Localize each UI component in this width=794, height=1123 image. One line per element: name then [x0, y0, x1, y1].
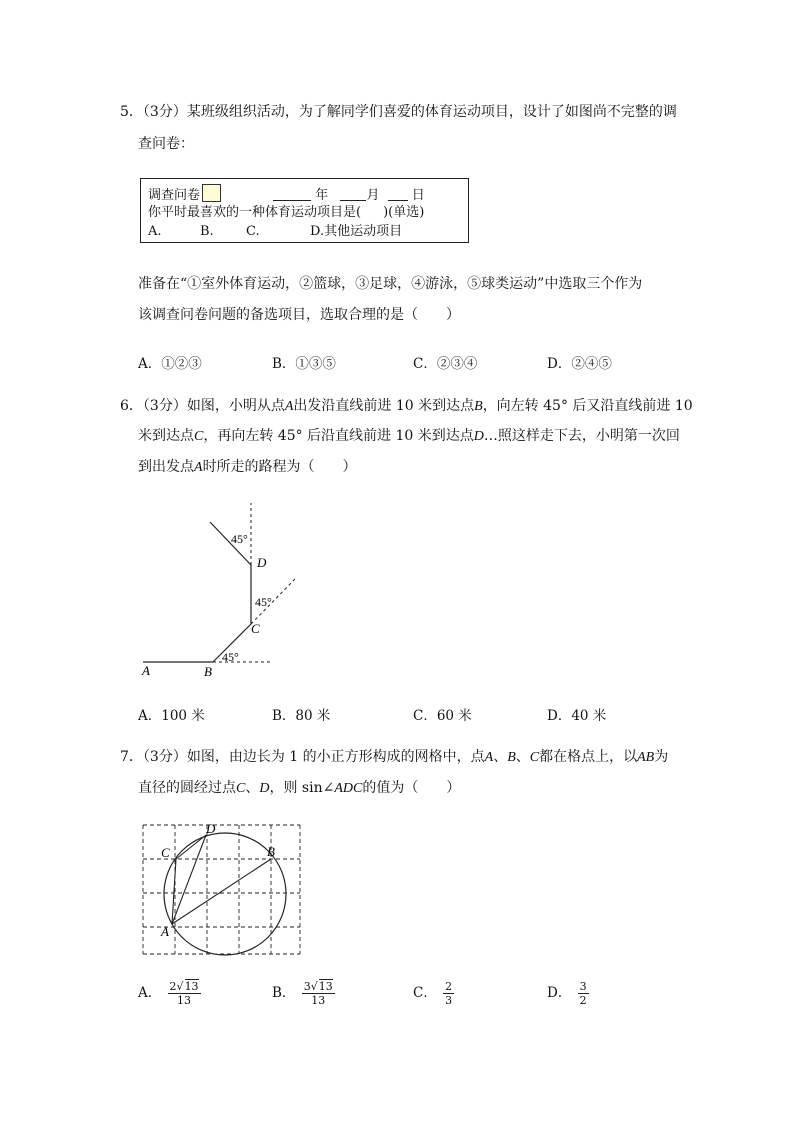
angle-adc-label: ADC: [334, 781, 363, 796]
survey-choice-a: A.: [148, 224, 162, 239]
month-label: 月: [366, 188, 380, 203]
survey-question-end: )(单选): [383, 205, 425, 220]
figure-label-d: D: [257, 555, 267, 570]
q6-text: ，再向左转 45° 后沿直线前进 10 米到达点: [203, 428, 474, 444]
point-d-label: D: [259, 781, 270, 796]
figure-label-a: A: [142, 663, 150, 678]
q7-text: 的值为（ ）: [362, 780, 461, 796]
q6-stem-line1: [120, 391, 693, 422]
angle-label-bottom: 45°: [222, 650, 239, 664]
survey-form-box: [140, 178, 469, 243]
q6-text: 时所走的路程为（ ）: [202, 459, 357, 475]
figure-label-d: D: [206, 821, 216, 836]
survey-question-line: [148, 203, 424, 222]
segment-ab-label: AB: [637, 750, 655, 765]
fraction-b: $\frac{3√13}{13}$: [303, 980, 333, 1007]
q7-option-b[interactable]: [272, 980, 335, 1007]
q6-text: ，向左转 45° 后又沿直线前进 10: [482, 398, 693, 414]
point-a-label: A: [284, 399, 294, 414]
day-blank: [388, 186, 408, 201]
point-a-label: A: [484, 750, 494, 765]
month-blank: [340, 186, 366, 201]
angle-label-top: 45°: [231, 532, 248, 546]
q5-option-a[interactable]: A．①②③: [138, 356, 202, 372]
q7-text: 直径的圆经过点: [138, 780, 236, 796]
q6-text: 出发沿直线前进 10 米到达点: [293, 398, 475, 414]
point-a-label: A: [194, 460, 203, 475]
point-c-label: C: [529, 750, 540, 765]
survey-choice-b: B.: [200, 224, 214, 239]
figure-label-b: B: [204, 664, 212, 679]
q7-text: 、: [493, 749, 508, 765]
figure-label-a: A: [161, 924, 169, 939]
q7-option-d[interactable]: [547, 980, 589, 1007]
q5-stem-line1: [120, 97, 677, 127]
q5-stem-text: 某班级组织活动，为了解同学们喜爱的体育运动项目，设计了如图尚不完整的调: [186, 104, 677, 120]
point-d-label: D: [473, 429, 484, 444]
q5-option-b[interactable]: B．①③⑤: [272, 356, 336, 372]
q7-option-a[interactable]: [138, 980, 201, 1007]
q6-option-a[interactable]: A．100 米: [138, 708, 205, 724]
q7-text: 为: [654, 749, 669, 765]
year-label: 年: [315, 188, 329, 203]
q7-text: ，则 sin∠: [269, 780, 335, 796]
q7-stem-line2: [138, 773, 460, 804]
point-b-label: B: [474, 399, 483, 414]
q7-option-c[interactable]: [413, 980, 454, 1007]
q6-path-figure: [130, 495, 330, 685]
option-prefix: C．: [413, 985, 437, 1001]
q6-text: 如图，小明从点: [186, 398, 285, 414]
q5-score: （3分）: [142, 104, 187, 120]
fraction-a: $\frac{2√13}{13}$: [169, 980, 199, 1007]
q7-stem-line1: [120, 742, 668, 773]
figure-label-b: B: [267, 844, 275, 859]
q5-stem-line2: 查问卷：: [138, 136, 194, 152]
fraction-d: $\frac{3}{2}$: [579, 980, 587, 1007]
survey-choice-c: C.: [246, 224, 260, 239]
angle-label-mid: 45°: [255, 595, 272, 609]
q5-number: 5．: [120, 104, 143, 120]
survey-title: 调查问卷: [148, 188, 201, 203]
survey-yellow-box: [202, 184, 221, 202]
option-prefix: D．: [547, 985, 572, 1001]
q6-text: 到出发点: [138, 459, 194, 475]
q5-option-d[interactable]: D．②④⑤: [547, 356, 612, 372]
survey-question: 你平时最喜欢的一种体育运动项目是(: [148, 205, 362, 220]
segment-ab: [172, 859, 271, 924]
figure-label-c: C: [251, 621, 260, 636]
q7-text: 、: [245, 780, 260, 796]
day-label: 日: [411, 188, 425, 203]
q6-stem-line2: [138, 421, 680, 452]
option-prefix: A．: [138, 985, 162, 1001]
q5-prep-line2: 该调查问卷问题的备选项目，选取合理的是（ ）: [138, 307, 460, 323]
q6-stem-line3: [138, 452, 357, 483]
figure-label-c: C: [161, 845, 170, 860]
q7-text: 都在格点上，以: [539, 749, 638, 765]
point-c-label: C: [236, 781, 246, 796]
point-b-label: B: [507, 750, 516, 765]
year-blank: [273, 186, 311, 201]
option-prefix: B．: [272, 985, 296, 1001]
q5-prep-line1: 准备在“①室外体育运动，②篮球，③足球，④游泳，⑤球类运动”中选取三个作为: [138, 276, 643, 292]
q7-grid-figure: [140, 820, 305, 960]
q6-option-b[interactable]: B．80 米: [272, 708, 331, 724]
q5-option-c[interactable]: C．②③④: [413, 356, 478, 372]
q7-text: 如图，由边长为 1 的小正方形构成的网格中，点: [186, 749, 485, 765]
q7-score: （3分）: [142, 749, 187, 765]
q6-number: 6．: [120, 398, 143, 414]
q7-text: 、: [515, 749, 530, 765]
fraction-c: $\frac{2}{3}$: [445, 980, 453, 1007]
q6-score: （3分）: [142, 398, 187, 414]
point-c-label: C: [194, 429, 204, 444]
q6-option-d[interactable]: D．40 米: [547, 708, 607, 724]
q6-text: 米到达点: [138, 428, 194, 444]
q6-text: …照这样走下去，小明第一次回: [483, 428, 680, 444]
q7-number: 7．: [120, 749, 143, 765]
survey-choice-d: D.其他运动项目: [310, 224, 403, 239]
survey-header-line: [148, 184, 425, 205]
q6-option-c[interactable]: C．60 米: [413, 708, 472, 724]
